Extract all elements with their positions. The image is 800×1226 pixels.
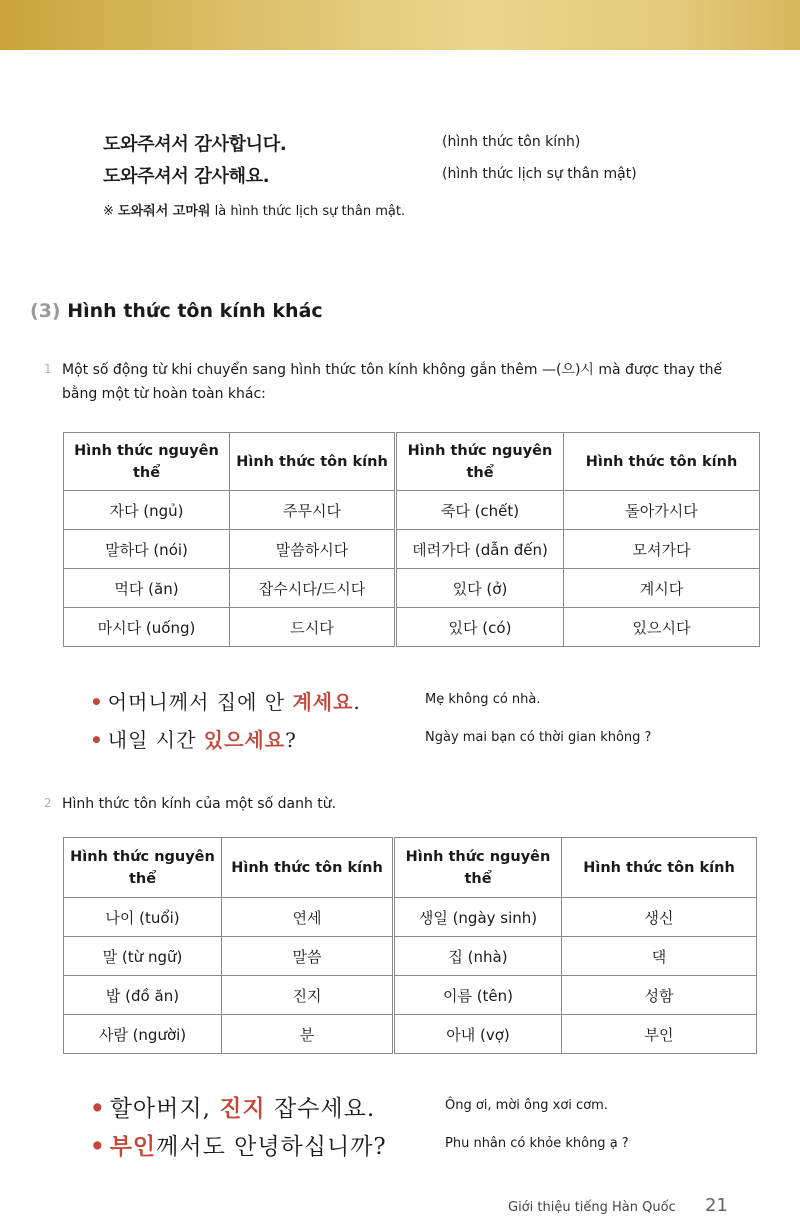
table-cell: 부인: [562, 1015, 757, 1054]
highlighted-word: 계세요: [292, 690, 354, 714]
page-number: 21: [705, 1195, 728, 1216]
header-cell: Hình thức tôn kính: [230, 433, 396, 491]
bullet-icon: •: [90, 1133, 106, 1160]
table-row: [64, 937, 757, 976]
table-cell: 생일 (ngày sinh): [394, 898, 562, 937]
header-cell: Hình thức nguyên thể: [64, 838, 222, 898]
example-translation: Ngày mai bạn có thời gian không ?: [425, 730, 652, 745]
table-cell: 댁: [562, 937, 757, 976]
example-sentence: • 할아버지, 진지 잡수세요.: [90, 1095, 376, 1122]
bullet-icon: •: [90, 1095, 106, 1122]
table-cell: 연세: [222, 898, 394, 937]
table-row: [64, 976, 757, 1015]
table-cell: 말 (từ ngữ): [64, 937, 222, 976]
table-row: [64, 1015, 757, 1054]
bullet-icon: •: [90, 728, 104, 752]
highlighted-word: 있으세요: [203, 728, 286, 752]
table-row: [64, 569, 760, 608]
noun-honorific-table: [63, 837, 757, 1054]
table-cell: 진지: [222, 976, 394, 1015]
table-cell: 사람 (người): [64, 1015, 222, 1054]
part1-marker: 1: [44, 362, 52, 376]
table-cell: 나이 (tuổi): [64, 898, 222, 937]
header-cell: Hình thức nguyên thể: [394, 838, 562, 898]
example-translation: Phu nhân có khỏe không ạ ?: [445, 1136, 629, 1151]
table-cell: 밥 (đồ ăn): [64, 976, 222, 1015]
example-translation: Mẹ không có nhà.: [425, 692, 541, 707]
highlighted-word: 부인: [109, 1133, 157, 1160]
table-cell: 주무시다: [230, 491, 396, 530]
table-cell: 데려가다 (dẫn đến): [396, 530, 564, 569]
example-sentence: • 부인께서도 안녕하십니까?: [90, 1133, 387, 1160]
example-translation: Ông ơi, mời ông xơi cơm.: [445, 1098, 608, 1113]
section-title: Hình thức tôn kính khác: [67, 300, 323, 322]
header-cell: Hình thức tôn kính: [222, 838, 394, 898]
table-row: [64, 491, 760, 530]
table-cell: 모셔가다: [564, 530, 760, 569]
intro-line1-korean: 도와주셔서 감사합니다.: [103, 134, 287, 155]
table-row: [64, 898, 757, 937]
header-cell: Hình thức tôn kính: [564, 433, 760, 491]
table-cell: 드시다: [230, 608, 396, 647]
table-row: [64, 608, 760, 647]
table-cell: 생신: [562, 898, 757, 937]
example-sentence: • 내일 시간 있으세요?: [90, 728, 297, 752]
table-cell: 계시다: [564, 569, 760, 608]
table-cell: 말하다 (nói): [64, 530, 230, 569]
table-row: [64, 530, 760, 569]
header-cell: Hình thức tôn kính: [562, 838, 757, 898]
table-cell: 마시다 (uống): [64, 608, 230, 647]
part2-marker: 2: [44, 796, 52, 810]
table-cell: 잡수시다/드시다: [230, 569, 396, 608]
header-cell: Hình thức nguyên thể: [396, 433, 564, 491]
table-cell: 말씀: [222, 937, 394, 976]
section-heading: [30, 300, 323, 322]
table-cell: 돌아가시다: [564, 491, 760, 530]
table-cell: 있으시다: [564, 608, 760, 647]
bullet-icon: •: [90, 690, 104, 714]
part2-text: Hình thức tôn kính của một số danh từ.: [62, 796, 337, 812]
table-cell: 아내 (vợ): [394, 1015, 562, 1054]
note-symbol: ※: [103, 204, 114, 219]
table-header-row: [64, 838, 757, 898]
note-korean: 도와줘서 고마워: [118, 204, 211, 219]
part1-text-line1: Một số động từ khi chuyển sang hình thức tôn kính không gắn thêm —(으)시 mà được thay thế: [62, 362, 723, 378]
table-cell: 죽다 (chết): [396, 491, 564, 530]
intro-line2-korean: 도와주셔서 감사해요.: [103, 166, 270, 187]
table-cell: 자다 (ngủ): [64, 491, 230, 530]
table-cell: 분: [222, 1015, 394, 1054]
section-number: (3): [30, 300, 61, 322]
table-cell: 이름 (tên): [394, 976, 562, 1015]
table-cell: 있다 (ở): [396, 569, 564, 608]
footer-title: Giới thiệu tiếng Hàn Quốc: [508, 1200, 676, 1215]
header-cell: Hình thức nguyên thể: [64, 433, 230, 491]
intro-line2-vietnamese: (hình thức lịch sự thân mật): [442, 166, 637, 182]
table-cell: 있다 (có): [396, 608, 564, 647]
table-cell: 먹다 (ăn): [64, 569, 230, 608]
intro-note: [103, 200, 405, 219]
verb-honorific-table: [63, 432, 760, 647]
table-header-row: [64, 433, 760, 491]
example-sentence: • 어머니께서 집에 안 계세요.: [90, 690, 361, 714]
note-vietnamese: là hình thức lịch sự thân mật.: [214, 204, 406, 219]
table-cell: 집 (nhà): [394, 937, 562, 976]
top-color-band: [0, 0, 800, 50]
intro-line1-vietnamese: (hình thức tôn kính): [442, 134, 581, 150]
part1-text-line2: bằng một từ hoàn toàn khác:: [62, 386, 266, 402]
table-cell: 성함: [562, 976, 757, 1015]
table-cell: 말씀하시다: [230, 530, 396, 569]
highlighted-word: 진지: [219, 1095, 266, 1122]
